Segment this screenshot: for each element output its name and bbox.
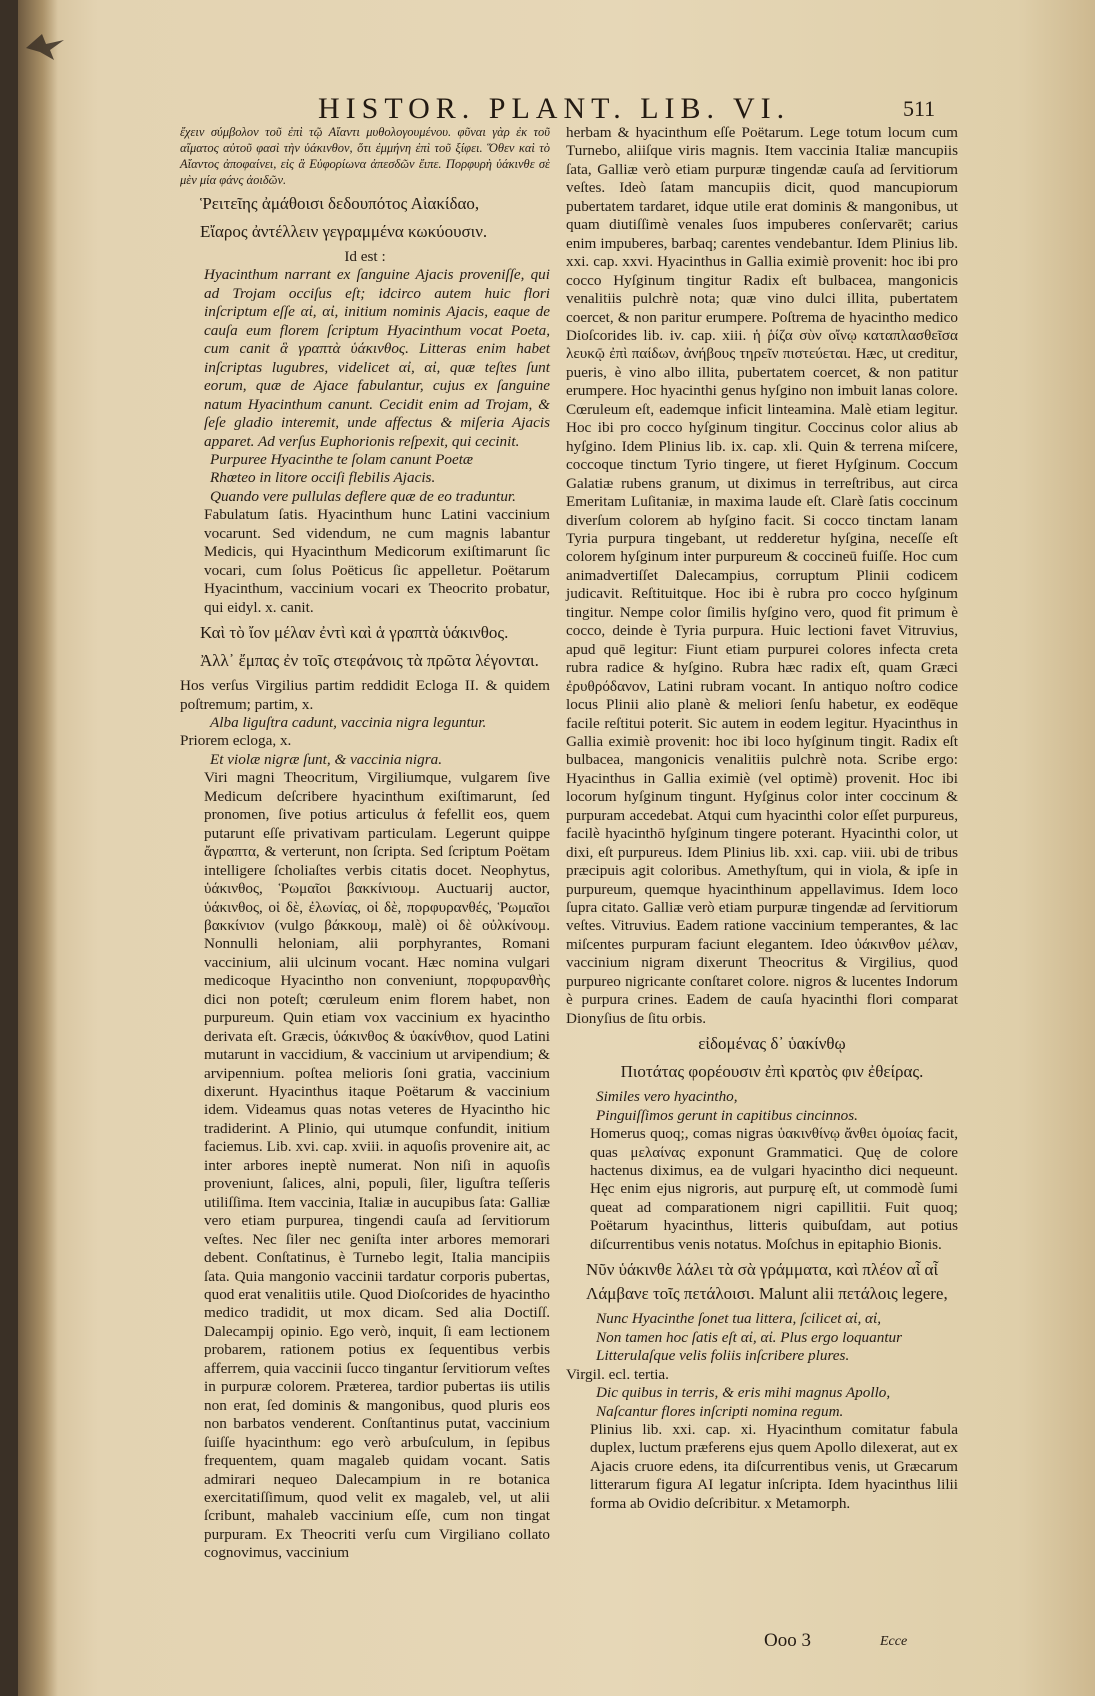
- left-column-paragraph: Καὶ τὸ ἴον μέλαν ἐντὶ καὶ ἁ γραπτὰ ὑάκινθος.: [200, 623, 509, 643]
- left-column-paragraph: Id est :: [344, 248, 386, 265]
- right-column-paragraph: Naſcantur flores inſcripti nomina regum.: [596, 1402, 844, 1420]
- left-column-paragraph: Ῥειτεῖης ἀμάθοισι δεδουπότος Αἰακίδαο,: [200, 194, 480, 213]
- left-column-paragraph: Hyacinthum narrant ex ſanguine Ajacis proveniſſe, qui ad Trojam occiſus eſt; idcirco autem huic flori inſcriptum eſſe αἰ, αἰ, initium nominis Ajacis, eaque de cauſa eum florem ſcriptum Hyacinthum vocat Poeta, cum canit ἃ γραπτὰ ὑάκινθος. Litteras enim habet inſcriptas lugubres, videlicet αἰ, αἰ, quæ teſtes ſunt eorum, quæ de Ajace fabulantur, cujus ex ſanguine natum Hyacinthum canunt. Cecidit enim ad Trojam, & ſeſe gladio interemit, unde affectus & miſeria Ajacis apparet. Ad verſus Euphorionis reſpexit, qui cecinit.: [204, 266, 550, 450]
- left-column-paragraph: ἔχειν σύμβολον τοῦ ἐπὶ τῷ Αἴαντι μυθολογουμένου. φῦναι γὰρ ἐκ τοῦ αἵματος αὐτοῦ φασὶ τὴν ὑάκινθον, ὅτι ἐμμήνη ἐπὶ τοῦ ξίφει. Ὅθεν καὶ τὸ Αἴαντος ἀποφαίνει, εἰς ἃ Εὐφορίωνα ἀπεσδῶν ἔιπε. Πορφυρὴ ὑάκινθε σὲ μὲν μία φάνς ἀοιδῶν.: [180, 125, 550, 187]
- right-column-paragraph: Πιοτάτας φορέουσιν ἐπὶ κρατὸς φιν ἐθείρας.: [620, 1062, 924, 1082]
- left-column-paragraph: Alba liguſtra cadunt, vaccinia nigra leguntur.: [210, 713, 487, 731]
- right-column: [566, 124, 958, 1513]
- left-column-paragraph: Ἀλλ᾽ ἔμπας ἐν τοῖς στεφάνοις τὰ πρῶτα λέγονται.: [200, 651, 539, 671]
- signature-mark: Ooo 3: [764, 1630, 811, 1651]
- left-column: [180, 124, 550, 1563]
- left-column-paragraph: Priorem ecloga, x.: [180, 732, 292, 750]
- right-column-paragraph: Homerus quoq;, comas nigras ὑακινθίνῳ ἄνθει ὁμοίας facit, quas μελαίνας exponunt Grammatici. Quę de colore hactenus diximus, ea de vulgari hyacintho dici nequeunt. Hęc enim ejus nigroris, aut purpurę eſt, ut commodè ſumi queat ad comparationem nigri capillitii. Fuit quoq; Poëtarum hyacinthus, litteris quibuſdam, aut potius diſcurrentibus venis notatus. Moſchus in epitaphio Bionis.: [590, 1125, 958, 1253]
- right-column-paragraph: Non tamen hoc ſatis eſt αἰ, αἰ. Plus ergo loquantur: [596, 1328, 903, 1346]
- right-column-paragraph: εἰδομένας δ᾽ ὑακίνθῳ: [698, 1034, 846, 1054]
- right-column-paragraph: Similes vero hyacintho,: [596, 1088, 738, 1106]
- left-column-paragraph: Et violæ nigræ ſunt, & vaccinia nigra.: [210, 750, 443, 768]
- right-column-paragraph: Litterulaſque velis foliis inſcribere plures.: [596, 1347, 850, 1365]
- right-column-paragraph: herbam & hyacinthum eſſe Poëtarum. Lege totum locum cum Turnebo, aliiſque viris magnis. Item vaccinia Italiæ mancupiis ſata, Galliæ verò etiam purpuræ tingendæ cauſa ad ſervitiorum veſtes. Ideò ſatam mancupiis dicit, quod mancupiorum pubertatem tardaret, idque utile erat dominis & mangonibus, ut quam diutiſſimè venales ſuos impuberes conſervarēt; carius enim impuberes, barbaq; carentes vendebantur. Idem Plinius lib. xxi. cap. xxvi. Hyacinthus in Gallia eximiè provenit: hoc ibi pro cocco Hyſginum tingitur Radix eſt bulbacea, mangonicis venalitiis pulchrè nota; quæ vino dulci illita, pubertatem coercet, & non paritur erumpere. Poſtrema de hyacintho medico Dioſcorides lib. iv. cap. xiii. ἡ ῥίζα σὺν οἴνῳ καταπλασθεῖσα λευκῷ ἐπὶ παίδων, ἀνήβους τηρεῖν πιστεύεται. Hæc, ut creditur, pueris, è vino albo illita, pubertatem coercet, & non patitur erumpere. Hoc hyacinthi genus hyſgino non imbuit lanas colore. Cœruleum eſt, eademque inficit linteamina. Malè etiam legitur. Hoc ibi pro cocco hyſginum tingitur. Coccinus color alius ab hyſgino. Idem Plinius lib. ix. cap. xli. Quin & terrena miſcere, coccoque tinctum Tyrio tingere, ut fieret Hyſginum. Coccum Galatiæ rubens granum, ut diximus in terreſtribus, aut circa Emeritam Luſitaniæ, in maxima laude eſt. Clarè ſatis coccinum diverſum colorem ab hyſgino facit. Si cocco tinctam lanam Tyria purpura tingebant, ut redderetur hyſgina, neceſſe eſt colorem hyſginum inter purpureum & coccineū fuiſſe. Hoc cum animadvertiſſet Dalecampius, corruptum Plinii codicem judicavit. Reſtituitque. Hoc ibi è rubra pro cocco hyſginum tingitur. Nempe color ſimilis hyſgino vero, quod fit primum è cocco, deinde è Tyria purpura. Huic lectioni favet Vitruvius, apud quē legitur: Fiunt etiam purpurei colores infecta creta rubra radice & hyſgino. Rubra hæc radix eſt, quam Græci ἐρυθρόδανον, Latini rubram vocant. In antiquo noſtro codice locus Plinii alio planè & meliori ſenſu habetur, ex eodēque facile reſtitui poterit. Sic autem in eodem legitur. Hyacinthus in Gallia eximiè provenit: hoc ibi loco hyſginum tingit. Radix eſt bulbacea, mangonicis venalitiis pulchrè nota. Scribe ergo: Hyacinthus in Gallia eximiè (vel optimè) provenit. Hoc ibi locorum hyſginum tingunt. Hyſginus color inter coccinum & purpuram accedebat. Atqui cum hyacinthi color eſſet purpureus, facilè hyacinthō hyſginum tingere poterant. Hyacinthi color, ut dixi, eſt purpureus. Idem Plinius lib. xxi. cap. viii. ubi de tribus præcipuis agit coloribus. Amethyſtum, qui in viola, & ipſe in purpureum, quemque hyacinthinum appellavimus. Idem loco ſupra citato. Galliæ verò etiam purpuræ tingendæ ad ſervitiorum veſtes. Vitruvius. Eadem ratione vaccinium temperantes, & lac miſcentes purpuram faciunt elegantem. Ideo ὑάκινθον μέλαν, vaccinium nigram dixerunt Theocritus & Virgilius, quod purpureo nigricante conſtaret colore. nigros & lucentes Indorum è purpura crines. Eadem de cauſa hyacinthi flori comparat Dionyſius de ſitu orbis.: [566, 124, 958, 1027]
- folio-number: 511: [903, 96, 936, 121]
- right-column-paragraph: Nunc Hyacinthe ſonet tua littera, ſcilicet αἰ, αἰ,: [596, 1310, 882, 1328]
- left-column-paragraph: Εἴαρος ἀντέλλειν γεγραμμένα κωκύουσιν.: [200, 222, 488, 241]
- right-column-paragraph: Pinguiſſimos gerunt in capitibus cincinnos.: [596, 1106, 858, 1124]
- book-page: [18, 0, 1095, 1696]
- page-clip-mark: [24, 30, 68, 62]
- left-column-paragraph: Rhœteo in litore occiſi flebilis Ajacis.: [210, 469, 436, 487]
- left-column-paragraph: Hos verſus Virgilius partim reddidit Ecloga II. & quidem poſtremum; partim, x.: [180, 677, 550, 713]
- right-column-paragraph: Dic quibus in terris, & eris mihi magnus Apollo,: [596, 1384, 891, 1402]
- left-column-paragraph: Purpuree Hyacinthe te ſolam canunt Poetæ: [210, 450, 474, 468]
- right-column-paragraph: Virgil. ecl. tertia.: [566, 1365, 669, 1383]
- right-column-paragraph: Νῦν ὑάκινθε λάλει τὰ σὰ γράμματα, καὶ πλέον αἶ αἶ Λάμβανε τοῖς πετάλοισι. Malunt alii πετάλοις legere,: [586, 1260, 948, 1304]
- page-gutter: [18, 0, 58, 1696]
- right-column-paragraph: Plinius lib. xxi. cap. xi. Hyacinthum comitatur fabula duplex, luctum præferens ejus quem Apollo dilexerat, aut ex Ajacis cruore edens, ita diſcurrentibus venis, ut Græcarum litterarum figura AI legatur inſcripta. Idem hyacinthus lilii forma ab Ovidio deſcribitur. x Metamorph.: [590, 1421, 958, 1512]
- left-column-paragraph: Viri magni Theocritum, Virgiliumque, vulgarem ſive Medicum deſcribere hyacinthum exiſtimarunt, ſed pronomen, ſive potius articulus ἁ fefellit eos, quem putarunt eſſe privativam particulam. Legerunt quippe ἄγραπτα, & verterunt, non ſcripta. Sed ſcriptum Poëtam intelligere ſcholiaſtes verbis citatis docet. Neophytus, ὑάκινθος, Ῥωμαῖοι βακκίνιουμ. Auctuarij auctor, ὑάκινθος, οἱ δὲ, ἐλωνίας, οἱ δὲ, πορφυρανθές, Ῥωμαῖοι βακκίνιον (vulgo βάκκουμ, malè) οἱ δὲ οὐλκίνουμ. Nonnulli heloniam, alii porphyrantes, Romani vaccinium, alii ulcinum vocant. Hæc nomina vulgari medicoque Hyacintho non conveniunt, πορφυρανθὴς dici non poteſt; cœruleum enim florem habet, non purpureum. Quin etiam vox vaccinium ex hyacintho derivata eſt. Græcis, ὑάκινθος & ὑακίνθιον, quod Latini mutarunt in vaccidium, & vaccinium ut arvipendium; & arvipennium. poſtea melioris ſoni gratia, vaccinium dixerunt. Hyacinthus itaque Poëtarum & vaccinium idem. Videamus quas notas veteres de Hyacintho hic tradiderint. A Plinio, qui utumque confundit, initium faciemus. Lib. xvi. cap. xviii. in aquoſis provenire ait, ac inter arbores ineptè numerat. Non niſi in aquoſis proveniunt, ſalices, alni, populi, ſiler, liguſtra teſſeris utiliſſima. Item vaccinia, Italiæ in aucupibus ſata: Galliæ vero etiam purpurea, tingendi cauſa ad ſervitiorum veſtes. Nec ſiler nec geniſta inter arbores memorari debent. Conſtatinus, è Turnebo legit, Italia mancipiis ſata. Quia mangonio vaccinii tardatur corporis pubertas, quod erat venalitiis utile. Quod Dioſcorides de hyacintho medico tradidit, ut mox dicam. Sed alia Doctiſſ. Dalecampij opinio. Ego verò, inquit, ſi eam lectionem probarem, rationem potius ex ſequentibus verbis afferrem, quia vaccinii ſucco tingantur ſervitiorum veſtes in purpuræ colorem. Præterea, tardior pubertas iis utilis non erat, ſed dominis & mangonibus, quod pluris eos non barbatos venderent. Conſtantinus putat, vaccinium ſuiſſe hyacinthum: ego verò arbuſculum, in ſepibus frequentem, quam magaleb quidam vocant. Satis admirari nequeo Dalecampium in re botanica exercitatiſſimum, quod velit ex magaleb, vel, ut alii ſcribunt, mahaleb vaccinium eſſe, cum non tingat purpuram. Ex Theocriti verſu cum Virgiliano collato cognovimus, vaccinium: [204, 769, 550, 1562]
- left-column-paragraph: Fabulatum ſatis. Hyacinthum hunc Latini vaccinium vocarunt. Sed videndum, ne cum magnis labantur Medicis, qui Hyacinthum Medicorum exiſtimarunt ſic vocari, cum ſolus Poëticus ſic appelletur. Poëtarum Hyacinthum, vaccinium vocari ex Theocrito probatur, qui eidyl. x. canit.: [204, 506, 550, 616]
- catchword: Ecce: [880, 1634, 908, 1649]
- left-column-paragraph: Quando vere pullulas deflere quæ de eo traduntur.: [210, 487, 516, 505]
- running-head: HISTOR. PLANT. LIB. VI.: [318, 92, 791, 125]
